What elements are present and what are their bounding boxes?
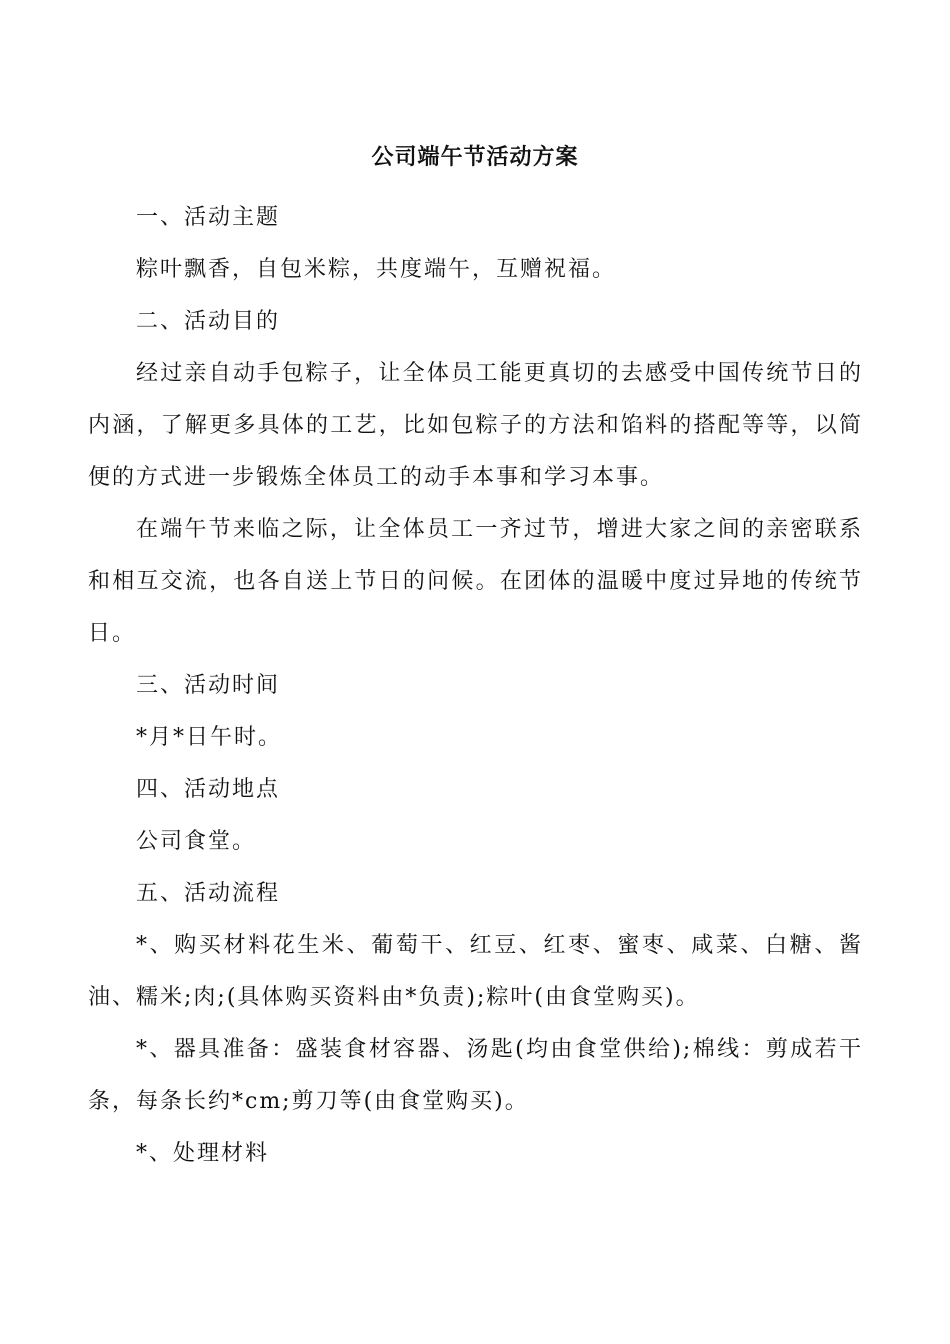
paragraph-time: *月*日午时。 bbox=[136, 725, 283, 750]
heading-activity-location: 四、活动地点 bbox=[136, 777, 281, 802]
paragraph-purpose-2: 在端午节来临之际，让全体员工一齐过节，增进大家之间的亲密联系和相互交流，也各自送上节日的问候。在团体的温暖中度过异地的传统节日。 bbox=[88, 517, 863, 646]
heading-activity-time: 三、活动时间 bbox=[136, 673, 281, 698]
heading-activity-process: 五、活动流程 bbox=[136, 881, 281, 906]
paragraph-purpose-1: 经过亲自动手包粽子，让全体员工能更真切的去感受中国传统节日的内涵，了解更多具体的工艺，比如包粽子的方法和馅料的搭配等等，以简便的方式进一步锻炼全体员工的动手本事和学习本事。 bbox=[88, 361, 863, 490]
paragraph-process-handling: *、处理材料 bbox=[136, 1141, 270, 1166]
heading-activity-theme: 一、活动主题 bbox=[136, 205, 281, 230]
document-title: 公司端午节活动方案 bbox=[371, 144, 579, 170]
document-body bbox=[88, 192, 863, 1180]
paragraph-location: 公司食堂。 bbox=[136, 829, 257, 854]
paragraph-process-tools: *、器具准备：盛装食材容器、汤匙(均由食堂供给);棉线：剪成若干条，每条长约*cm;剪刀等(由食堂购买)。 bbox=[88, 1037, 863, 1114]
paragraph-process-materials: *、购买材料花生米、葡萄干、红豆、红枣、蜜枣、咸菜、白糖、酱油、糯米;肉;(具体购买资料由*负责);粽叶(由食堂购买)。 bbox=[88, 933, 863, 1010]
paragraph-theme: 粽叶飘香，自包米粽，共度端午，互赠祝福。 bbox=[136, 257, 617, 282]
heading-activity-purpose: 二、活动目的 bbox=[136, 309, 281, 334]
